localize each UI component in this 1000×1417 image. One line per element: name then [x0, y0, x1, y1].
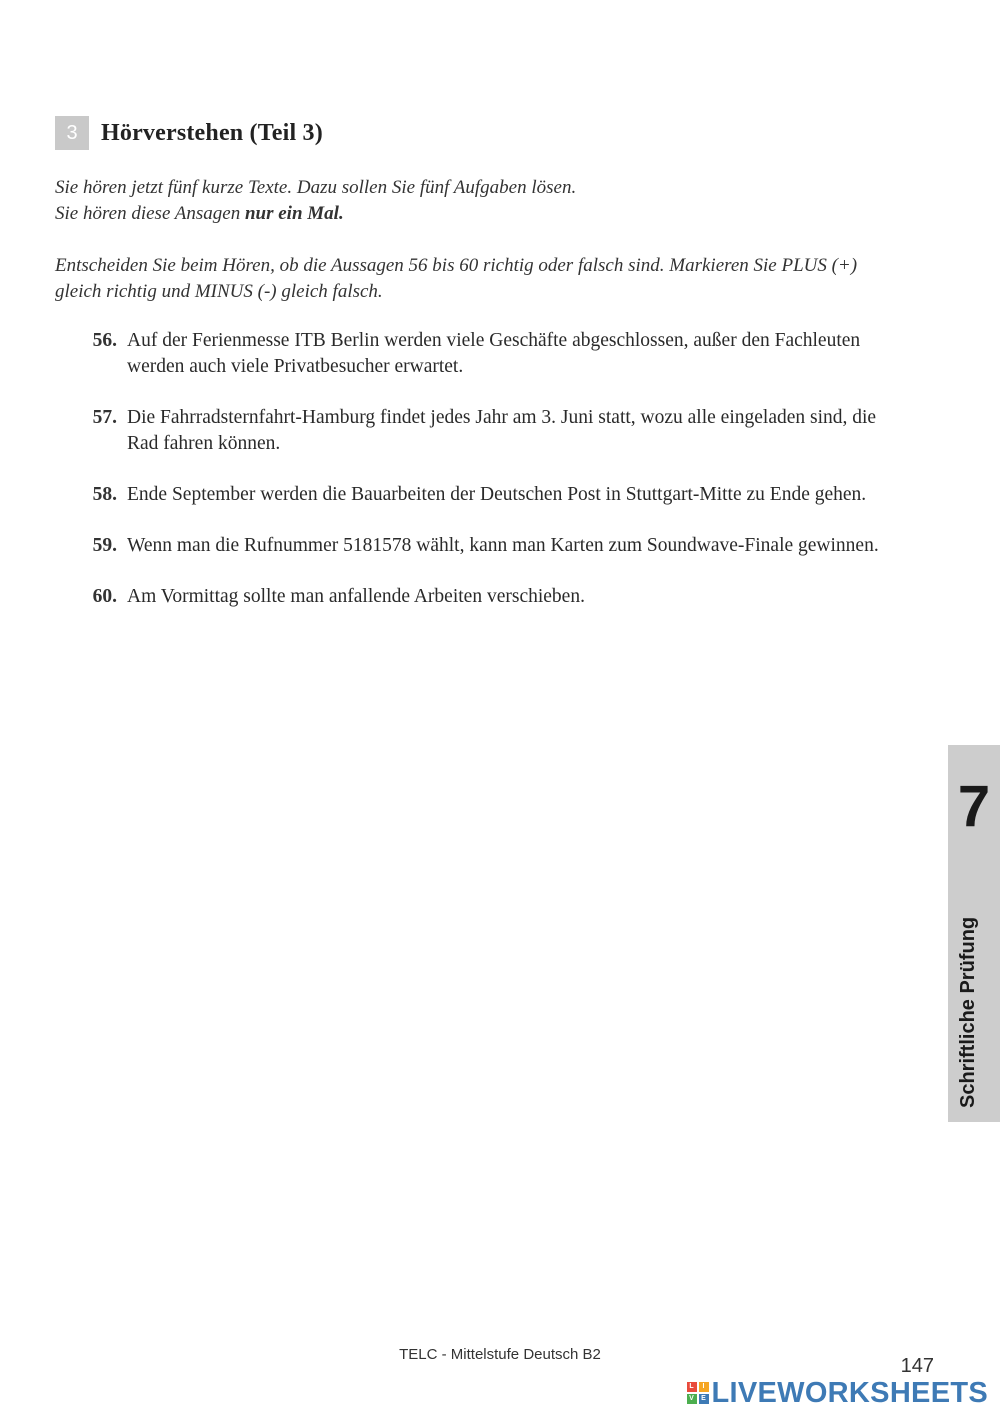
chapter-number: 7 — [957, 774, 991, 839]
instruction-line — [55, 201, 935, 227]
task-statement — [127, 584, 930, 610]
liveworksheets-logo — [687, 1378, 989, 1408]
section-number-badge: 3 — [55, 116, 89, 150]
task-number: 56. — [92, 330, 117, 351]
logo-letter: V — [687, 1394, 697, 1404]
task-line: Ende September werden die Bauarbeiten der Deutschen Post in Stuttgart-Mitte zu Ende gehen. — [127, 484, 867, 505]
instruction-line: gleich richtig und MINUS (-) gleich falsch. — [55, 281, 383, 302]
task-statement — [127, 482, 930, 508]
logo-letter: I — [699, 1382, 709, 1392]
instruction-line: Sie hören jetzt fünf kurze Texte. Dazu sollen Sie fünf Aufgaben lösen. — [55, 177, 577, 198]
task-statement — [127, 328, 930, 380]
task-line: Auf der Ferienmesse ITB Berlin werden viele Geschäfte abgeschlossen, außer den Fachleuten — [127, 330, 861, 351]
task-number: 58. — [92, 484, 117, 505]
task-number: 57. — [92, 407, 117, 428]
chapter-label: Schriftliche Prüfung — [957, 916, 979, 1108]
logo-letter: L — [687, 1382, 697, 1392]
task-statement — [127, 405, 930, 457]
footer-book-title: TELC - Mittelstufe Deutsch B2 — [399, 1346, 601, 1363]
instruction-emphasis: nur ein Mal. — [244, 203, 344, 224]
section-title: Hörverstehen (Teil 3) — [101, 119, 323, 146]
task-number: 60. — [92, 586, 117, 607]
task-item — [55, 482, 930, 508]
task-item — [55, 328, 930, 380]
task-line: Die Fahrradsternfahrt-Hamburg findet jedes Jahr am 3. Juni statt, wozu alle eingeladen sind, die — [127, 407, 877, 428]
instruction-line: Entscheiden Sie beim Hören, ob die Aussagen 56 bis 60 richtig oder falsch sind. Markieren Sie PLUS (+) — [55, 255, 858, 276]
instructions-task — [55, 253, 935, 305]
task-statement — [127, 533, 930, 559]
task-line: werden auch viele Privatbesucher erwartet. — [127, 356, 464, 377]
instruction-text: Sie hören diese Ansagen — [55, 203, 245, 224]
logo-letter: E — [699, 1394, 709, 1404]
task-line: Wenn man die Rufnummer 5181578 wählt, kann man Karten zum Soundwave-Finale gewinnen. — [127, 535, 879, 556]
task-line: Rad fahren können. — [127, 433, 281, 454]
task-number: 59. — [92, 535, 117, 556]
instructions-intro — [55, 175, 935, 227]
section-header — [55, 116, 323, 150]
liveworksheets-icon — [687, 1382, 709, 1404]
task-list — [55, 328, 930, 635]
task-line: Am Vormittag sollte man anfallende Arbeiten verschieben. — [127, 586, 585, 607]
page-number: 147 — [900, 1355, 934, 1377]
task-item — [55, 584, 930, 610]
task-item — [55, 405, 930, 457]
task-item — [55, 533, 930, 559]
liveworksheets-wordmark: LIVEWORKSHEETS — [711, 1377, 988, 1409]
